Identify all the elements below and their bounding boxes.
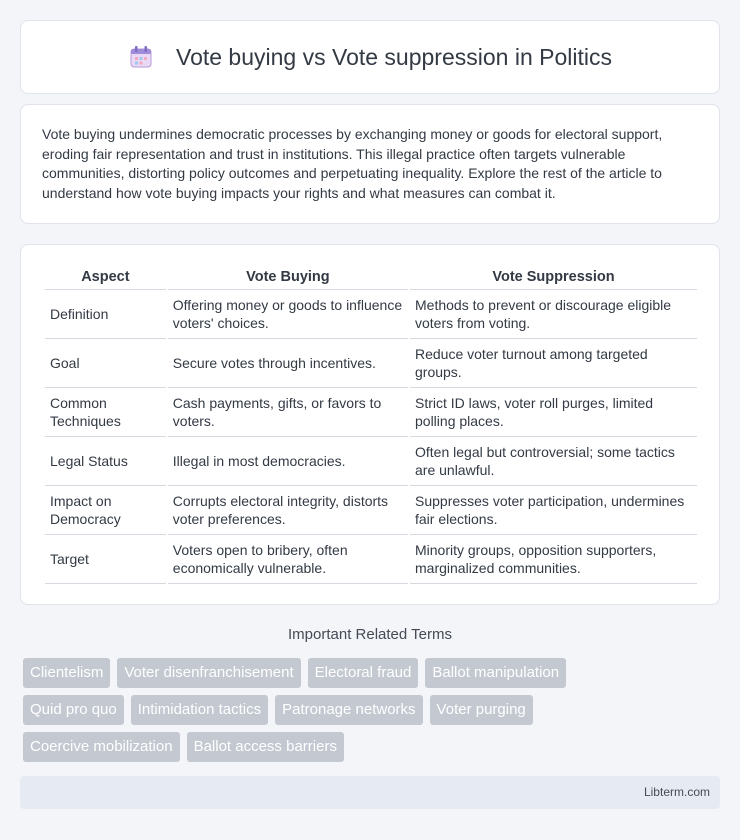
column-header-vote-buying: Vote Buying (168, 267, 408, 290)
table-cell-aspect: Common Techniques (45, 388, 166, 437)
page-title: Vote buying vs Vote suppression in Politics (176, 43, 612, 70)
table-cell-aspect: Definition (45, 290, 166, 339)
intro-text: Vote buying undermines democratic processes by exchanging money or goods for electoral support, eroding fair representation and trust in institutions. This illegal practice often targets vulnerable communities, distorting policy outcomes and perpetuating inequality. Explore the rest of the article to understand how vote buying impacts your rights and what measures can combat it. (42, 126, 663, 201)
tag-voter-purging[interactable]: Voter purging (430, 695, 533, 725)
table-cell-vote-suppression: Reduce voter turnout among targeted groups. (410, 339, 697, 388)
table-row (45, 486, 697, 535)
column-header-vote-suppression: Vote Suppression (410, 267, 697, 290)
tag-quid-pro-quo[interactable]: Quid pro quo (23, 695, 124, 725)
tag-row (23, 658, 723, 688)
table-cell-vote-suppression: Often legal but controversial; some tactics are unlawful. (410, 437, 697, 486)
column-header-aspect: Aspect (45, 267, 166, 290)
comparison-table-card (20, 244, 720, 605)
footer (20, 776, 720, 809)
table-cell-vote-buying: Illegal in most democracies. (168, 437, 408, 486)
intro-card (20, 104, 720, 224)
table-row (45, 535, 697, 584)
table-cell-vote-buying: Corrupts electoral integrity, distorts voter preferences. (168, 486, 408, 535)
tag-row (23, 732, 723, 762)
table-cell-aspect: Target (45, 535, 166, 584)
tag-intimidation-tactics[interactable]: Intimidation tactics (131, 695, 268, 725)
title-wrap (128, 44, 612, 71)
related-terms-title: Important Related Terms (288, 626, 452, 643)
tag-patronage-networks[interactable]: Patronage networks (275, 695, 422, 725)
table-cell-aspect: Impact on Democracy (45, 486, 166, 535)
footer-site-link[interactable]: Libterm.com (643, 785, 710, 799)
table-cell-vote-suppression: Methods to prevent or discourage eligible voters from voting. (410, 290, 697, 339)
comparison-table (43, 267, 699, 584)
tag-clientelism[interactable]: Clientelism (23, 658, 110, 688)
calendar-icon (128, 44, 154, 70)
table-cell-vote-buying: Voters open to bribery, often economically vulnerable. (168, 535, 408, 584)
table-cell-vote-suppression: Suppresses voter participation, undermines fair elections. (410, 486, 697, 535)
tag-ballot-manipulation[interactable]: Ballot manipulation (425, 658, 566, 688)
tag-electoral-fraud[interactable]: Electoral fraud (308, 658, 419, 688)
table-cell-aspect: Goal (45, 339, 166, 388)
tag-coercive-mobilization[interactable]: Coercive mobilization (23, 732, 180, 762)
table-cell-vote-buying: Cash payments, gifts, or favors to voters. (168, 388, 408, 437)
table-row (45, 388, 697, 437)
tag-row (23, 695, 723, 725)
table-cell-vote-suppression: Strict ID laws, voter roll purges, limited polling places. (410, 388, 697, 437)
table-cell-vote-suppression: Minority groups, opposition supporters, marginalized communities. (410, 535, 697, 584)
table-row (45, 339, 697, 388)
header-card (20, 20, 720, 94)
tag-ballot-access-barriers[interactable]: Ballot access barriers (187, 732, 344, 762)
table-row (45, 290, 697, 339)
table-row (45, 437, 697, 486)
table-header-row (45, 267, 697, 290)
table-cell-vote-buying: Secure votes through incentives. (168, 339, 408, 388)
related-terms-tags (23, 658, 723, 769)
tag-voter-disenfranchisement[interactable]: Voter disenfranchisement (117, 658, 300, 688)
table-cell-aspect: Legal Status (45, 437, 166, 486)
table-cell-vote-buying: Offering money or goods to influence voters' choices. (168, 290, 408, 339)
